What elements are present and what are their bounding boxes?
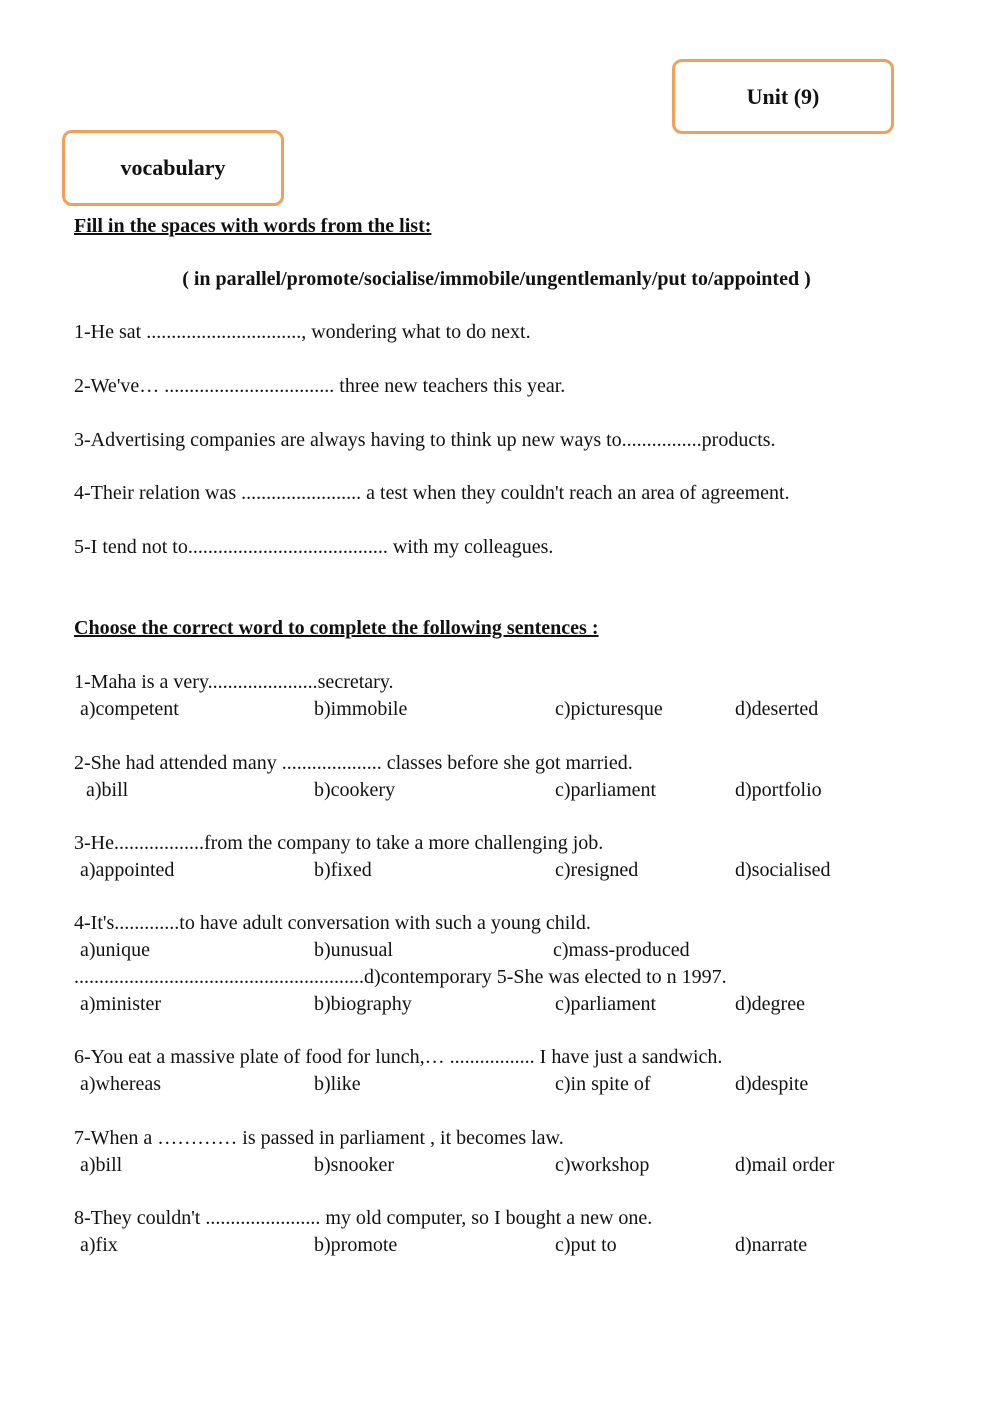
option-c: c)parliament (555, 993, 657, 1015)
question-text: 6-You eat a massive plate of food for lunch,… ................. I have just a sandwich. (74, 1046, 723, 1068)
fill-sentence: 5-I tend not to........................................ with my colleagues. (74, 536, 554, 558)
question-text: 7-When a ………… is passed in parliament , it becomes law. (74, 1127, 564, 1149)
fill-sentence: 2-We've… .................................. three new teachers this year. (74, 375, 566, 397)
fill-in-instruction: Fill in the spaces with words from the list: (74, 215, 432, 237)
unit-label: Unit (9) (672, 59, 894, 134)
option-d: d)socialised (735, 859, 831, 881)
section-label: vocabulary (62, 130, 284, 206)
option-d: d)despite (735, 1073, 809, 1095)
fill-sentence: 4-Their relation was ........................ a test when they couldn't reach an area of agreement. (74, 482, 790, 504)
question-text: ..........................................................d)contemporary 5-She was elected to n 1997. (74, 966, 727, 988)
option-b: b)like (314, 1073, 361, 1095)
option-c: c)put to (555, 1234, 617, 1256)
option-b: b)fixed (314, 859, 372, 881)
fill-sentence: 1-He sat ..............................., wondering what to do next. (74, 321, 531, 343)
option-d: d)deserted (735, 698, 819, 720)
option-b: b)cookery (314, 779, 396, 801)
fill-sentence: 3-Advertising companies are always having to think up new ways to................products. (74, 429, 776, 451)
choose-instruction: Choose the correct word to complete the following sentences : (74, 617, 599, 639)
option-b: b)snooker (314, 1154, 394, 1176)
option-a: a)fix (80, 1234, 118, 1256)
option-a: a)bill (86, 779, 129, 801)
word-list: ( in parallel/promote/socialise/immobile/ungentlemanly/put to/appointed ) (182, 268, 811, 290)
question-text: 3-He..................from the company to take a more challenging job. (74, 832, 604, 854)
option-a: a)appointed (80, 859, 175, 881)
option-a: a)unique (80, 939, 150, 961)
option-a: a)competent (80, 698, 179, 720)
question-text: 2-She had attended many .................... classes before she got married. (74, 752, 633, 774)
option-c: c)resigned (555, 859, 639, 881)
option-c: c)picturesque (555, 698, 663, 720)
option-d: d)portfolio (735, 779, 822, 801)
option-c: c)parliament (555, 779, 657, 801)
option-b: b)promote (314, 1234, 398, 1256)
option-c: c)workshop (555, 1154, 650, 1176)
option-c: c)mass-produced (553, 939, 690, 961)
option-a: a)minister (80, 993, 162, 1015)
option-c: c)in spite of (555, 1073, 651, 1095)
option-d: d)narrate (735, 1234, 808, 1256)
option-a: a)bill (80, 1154, 123, 1176)
question-text: 1-Maha is a very......................secretary. (74, 671, 394, 693)
option-d: d)degree (735, 993, 805, 1015)
option-a: a)whereas (80, 1073, 162, 1095)
option-b: b)immobile (314, 698, 408, 720)
option-d: d)mail order (735, 1154, 835, 1176)
question-text: 4-It's.............to have adult conversation with such a young child. (74, 912, 591, 934)
option-b: b)biography (314, 993, 412, 1015)
question-text: 8-They couldn't ....................... my old computer, so I bought a new one. (74, 1207, 653, 1229)
option-b: b)unusual (314, 939, 393, 961)
